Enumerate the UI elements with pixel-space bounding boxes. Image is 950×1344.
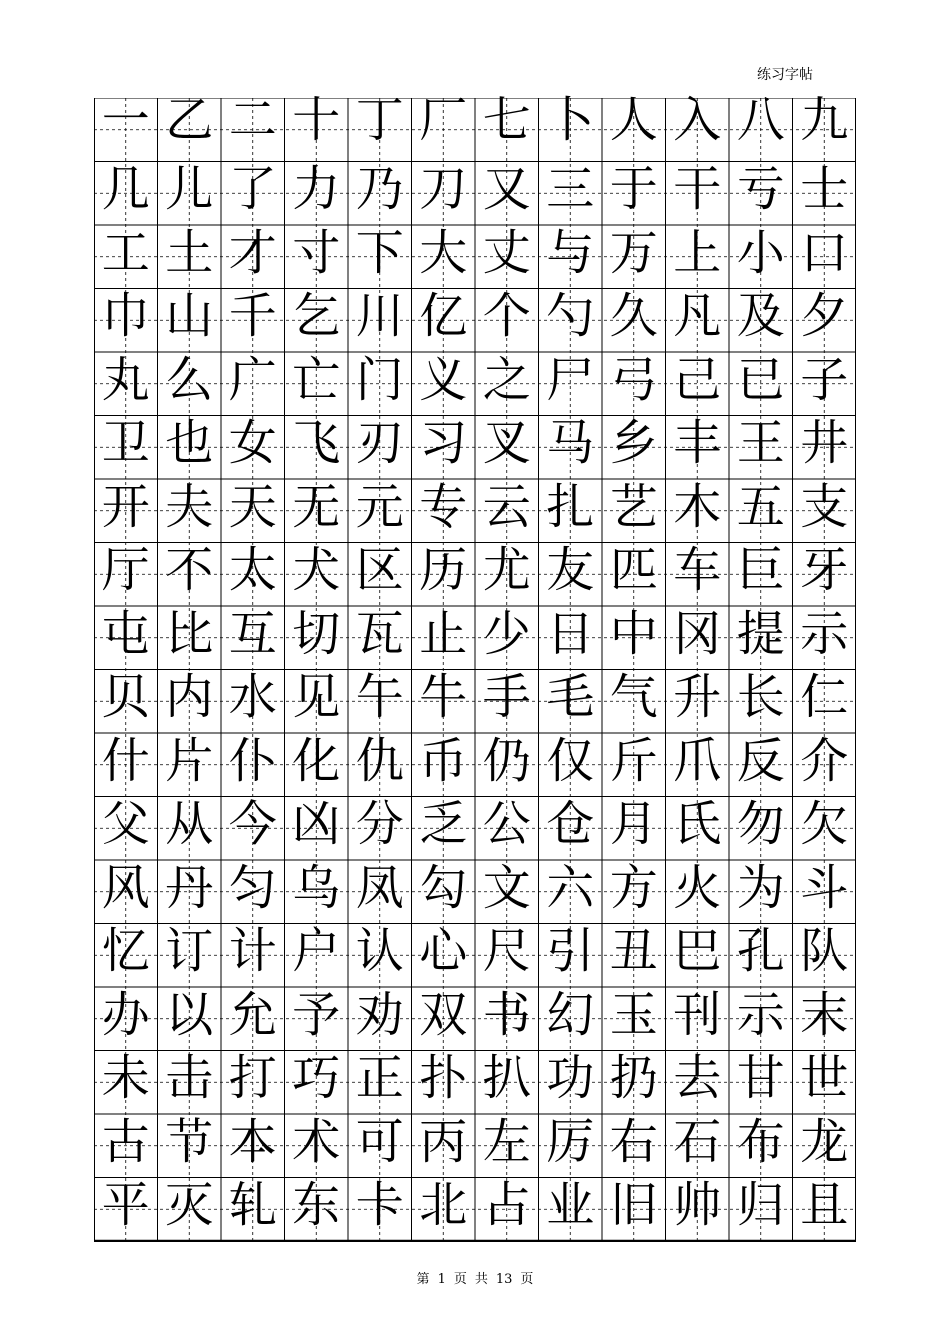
practice-character: 互 — [228, 605, 277, 662]
practice-character: 丰 — [673, 415, 722, 472]
practice-character: 北 — [419, 1177, 468, 1234]
practice-character: 且 — [800, 1177, 849, 1234]
practice-character: 本 — [228, 1113, 277, 1170]
practice-character: 扔 — [609, 1050, 658, 1107]
practice-character: 切 — [292, 605, 341, 662]
practice-character: 计 — [228, 923, 277, 980]
practice-character: 夕 — [800, 288, 849, 345]
practice-character: 与 — [546, 224, 595, 281]
footer-label-ye: 页 — [453, 1272, 467, 1287]
practice-character: 厉 — [546, 1113, 595, 1170]
footer-label-gong: 共 — [474, 1272, 488, 1287]
page-footer — [0, 1268, 950, 1287]
practice-character: 牛 — [419, 669, 468, 726]
practice-character: 升 — [673, 669, 722, 726]
practice-character: 马 — [546, 415, 595, 472]
practice-character: 币 — [419, 732, 468, 789]
practice-character: 刃 — [355, 415, 404, 472]
practice-character: 予 — [292, 986, 341, 1043]
practice-character: 尺 — [482, 923, 531, 980]
practice-grid — [94, 91, 856, 1242]
practice-character: 仆 — [228, 732, 277, 789]
practice-character: 勾 — [419, 859, 468, 916]
practice-character: 从 — [165, 796, 214, 853]
practice-character: 亿 — [419, 288, 468, 345]
practice-character: 凡 — [673, 288, 722, 345]
practice-character: 卫 — [101, 415, 150, 472]
practice-character: 不 — [165, 542, 214, 599]
practice-character: 丈 — [482, 224, 531, 281]
practice-character: 上 — [673, 224, 722, 281]
practice-character: 文 — [482, 859, 531, 916]
practice-character: 勿 — [736, 796, 785, 853]
practice-character: 少 — [482, 605, 531, 662]
practice-character: 占 — [482, 1177, 531, 1234]
practice-character: 十 — [292, 91, 341, 148]
practice-character: 天 — [228, 478, 277, 535]
practice-character: 卡 — [355, 1177, 404, 1234]
practice-character: 旧 — [609, 1177, 658, 1234]
practice-character: 仍 — [482, 732, 531, 789]
practice-character: 乡 — [609, 415, 658, 472]
practice-character: 毛 — [546, 669, 595, 726]
practice-character: 引 — [546, 923, 595, 980]
character-cells — [94, 91, 856, 1242]
practice-character: 斗 — [800, 859, 849, 916]
practice-character: 反 — [736, 732, 785, 789]
practice-character: 屯 — [101, 605, 150, 662]
practice-character: 左 — [482, 1113, 531, 1170]
practice-character: 匀 — [228, 859, 277, 916]
practice-character: 儿 — [165, 161, 214, 218]
practice-character: 已 — [736, 351, 785, 408]
practice-character: 小 — [736, 224, 785, 281]
practice-character: 去 — [673, 1050, 722, 1107]
practice-character: 右 — [609, 1113, 658, 1170]
practice-character: 广 — [228, 351, 277, 408]
practice-character: 于 — [609, 161, 658, 218]
practice-character: 欠 — [800, 796, 849, 853]
practice-character: 千 — [228, 288, 277, 345]
practice-character: 巧 — [292, 1050, 341, 1107]
practice-character: 双 — [419, 986, 468, 1043]
practice-character: 乙 — [165, 91, 214, 148]
practice-character: 父 — [101, 796, 150, 853]
practice-character: 女 — [228, 415, 277, 472]
practice-character: 巨 — [736, 542, 785, 599]
practice-character: 扒 — [482, 1050, 531, 1107]
practice-character: 飞 — [292, 415, 341, 472]
practice-character: 下 — [355, 224, 404, 281]
practice-character: 丹 — [165, 859, 214, 916]
practice-character: 五 — [736, 478, 785, 535]
practice-character: 月 — [609, 796, 658, 853]
practice-character: 厅 — [101, 542, 150, 599]
practice-character: 忆 — [101, 923, 150, 980]
practice-character: 中 — [609, 605, 658, 662]
practice-character: 三 — [546, 161, 595, 218]
practice-character: 巾 — [101, 288, 150, 345]
practice-character: 大 — [419, 224, 468, 281]
practice-character: 玉 — [609, 986, 658, 1043]
practice-character: 书 — [482, 986, 531, 1043]
practice-character: 刀 — [419, 161, 468, 218]
footer-label-di: 第 — [416, 1272, 430, 1287]
practice-character: 土 — [165, 224, 214, 281]
practice-character: 东 — [292, 1177, 341, 1234]
practice-character: 丁 — [355, 91, 404, 148]
practice-character: 分 — [355, 796, 404, 853]
practice-character: 石 — [673, 1113, 722, 1170]
practice-character: 甘 — [736, 1050, 785, 1107]
practice-character: 川 — [355, 288, 404, 345]
practice-character: 力 — [292, 161, 341, 218]
practice-character: 久 — [609, 288, 658, 345]
practice-character: 户 — [292, 923, 341, 980]
practice-character: 凤 — [355, 859, 404, 916]
practice-character: 丙 — [419, 1113, 468, 1170]
practice-character: 弓 — [609, 351, 658, 408]
practice-character: 比 — [165, 605, 214, 662]
practice-character: 七 — [482, 91, 531, 148]
practice-character: 六 — [546, 859, 595, 916]
practice-character: 为 — [736, 859, 785, 916]
practice-character: 专 — [419, 478, 468, 535]
practice-character: 匹 — [609, 542, 658, 599]
practice-character: 灭 — [165, 1177, 214, 1234]
practice-character: 幻 — [546, 986, 595, 1043]
practice-character: 友 — [546, 542, 595, 599]
practice-character: 也 — [165, 415, 214, 472]
practice-character: 元 — [355, 478, 404, 535]
practice-character: 及 — [736, 288, 785, 345]
practice-character: 乃 — [355, 161, 404, 218]
practice-character: 水 — [228, 669, 277, 726]
practice-character: 车 — [673, 542, 722, 599]
practice-character: 订 — [165, 923, 214, 980]
practice-character: 士 — [800, 161, 849, 218]
practice-character: 二 — [228, 91, 277, 148]
practice-character: 干 — [673, 161, 722, 218]
practice-character: 亏 — [736, 161, 785, 218]
practice-character: 示 — [800, 605, 849, 662]
practice-character: 瓦 — [355, 605, 404, 662]
practice-character: 勺 — [546, 288, 595, 345]
practice-character: 木 — [673, 478, 722, 535]
practice-character: 亡 — [292, 351, 341, 408]
practice-character: 个 — [482, 288, 531, 345]
practice-character: 午 — [355, 669, 404, 726]
practice-character: 开 — [101, 478, 150, 535]
practice-character: 巴 — [673, 923, 722, 980]
practice-character: 几 — [101, 161, 150, 218]
practice-character: 尤 — [482, 542, 531, 599]
practice-character: 气 — [609, 669, 658, 726]
practice-character: 世 — [800, 1050, 849, 1107]
practice-character: 义 — [419, 351, 468, 408]
practice-character: 口 — [800, 224, 849, 281]
practice-character: 己 — [673, 351, 722, 408]
practice-character: 轧 — [228, 1177, 277, 1234]
practice-character: 区 — [355, 542, 404, 599]
practice-character: 火 — [673, 859, 722, 916]
practice-character: 可 — [355, 1113, 404, 1170]
practice-character: 龙 — [800, 1113, 849, 1170]
practice-character: 正 — [355, 1050, 404, 1107]
practice-character: 乏 — [419, 796, 468, 853]
practice-character: 节 — [165, 1113, 214, 1170]
practice-character: 化 — [292, 732, 341, 789]
practice-character: 方 — [609, 859, 658, 916]
practice-character: 平 — [101, 1177, 150, 1234]
practice-character: 乞 — [292, 288, 341, 345]
practice-character: 凶 — [292, 796, 341, 853]
practice-character: 山 — [165, 288, 214, 345]
practice-character: 打 — [228, 1050, 277, 1107]
practice-character: 术 — [292, 1113, 341, 1170]
practice-character: 一 — [101, 91, 150, 148]
practice-character: 工 — [101, 224, 150, 281]
practice-character: 又 — [482, 161, 531, 218]
practice-character: 井 — [800, 415, 849, 472]
practice-character: 么 — [165, 351, 214, 408]
practice-character: 冈 — [673, 605, 722, 662]
practice-character: 之 — [482, 351, 531, 408]
page-header-title: 练习字帖 — [757, 67, 813, 83]
practice-character: 门 — [355, 351, 404, 408]
practice-character: 八 — [736, 91, 785, 148]
practice-character: 九 — [800, 91, 849, 148]
practice-character: 内 — [165, 669, 214, 726]
practice-character: 厂 — [419, 91, 468, 148]
practice-character: 尸 — [546, 351, 595, 408]
practice-character: 介 — [800, 732, 849, 789]
practice-character: 艺 — [609, 478, 658, 535]
practice-character: 卜 — [546, 91, 595, 148]
practice-character: 丸 — [101, 351, 150, 408]
practice-character: 未 — [101, 1050, 150, 1107]
practice-character: 孔 — [736, 923, 785, 980]
practice-character: 心 — [419, 923, 468, 980]
practice-character: 手 — [482, 669, 531, 726]
practice-character: 公 — [482, 796, 531, 853]
practice-character: 仁 — [800, 669, 849, 726]
practice-character: 允 — [228, 986, 277, 1043]
practice-character: 仅 — [546, 732, 595, 789]
practice-character: 无 — [292, 478, 341, 535]
practice-character: 止 — [419, 605, 468, 662]
practice-character: 日 — [546, 605, 595, 662]
practice-character: 片 — [165, 732, 214, 789]
practice-character: 氏 — [673, 796, 722, 853]
practice-character: 队 — [800, 923, 849, 980]
practice-character: 认 — [355, 923, 404, 980]
footer-label-ye-2: 页 — [520, 1272, 534, 1287]
practice-character: 习 — [419, 415, 468, 472]
practice-character: 扑 — [419, 1050, 468, 1107]
practice-character: 长 — [736, 669, 785, 726]
practice-character: 王 — [736, 415, 785, 472]
practice-character: 扎 — [546, 478, 595, 535]
practice-character: 末 — [800, 986, 849, 1043]
practice-character: 夫 — [165, 478, 214, 535]
practice-character: 牙 — [800, 542, 849, 599]
practice-character: 布 — [736, 1113, 785, 1170]
practice-character: 示 — [736, 986, 785, 1043]
practice-character: 今 — [228, 796, 277, 853]
practice-character: 历 — [419, 542, 468, 599]
practice-character: 云 — [482, 478, 531, 535]
practice-character: 子 — [800, 351, 849, 408]
practice-character: 丑 — [609, 923, 658, 980]
practice-character: 人 — [609, 91, 658, 148]
practice-character: 击 — [165, 1050, 214, 1107]
practice-character: 功 — [546, 1050, 595, 1107]
practice-character: 以 — [165, 986, 214, 1043]
practice-character: 仓 — [546, 796, 595, 853]
practice-character: 太 — [228, 542, 277, 599]
practice-character: 叉 — [482, 415, 531, 472]
practice-character: 归 — [736, 1177, 785, 1234]
practice-character: 入 — [673, 91, 722, 148]
practice-character: 劝 — [355, 986, 404, 1043]
practice-character: 寸 — [292, 224, 341, 281]
practice-character: 万 — [609, 224, 658, 281]
practice-character: 犬 — [292, 542, 341, 599]
footer-page-number: 1 — [437, 1272, 446, 1287]
practice-character: 办 — [101, 986, 150, 1043]
practice-character: 爪 — [673, 732, 722, 789]
practice-character: 风 — [101, 859, 150, 916]
practice-character: 了 — [228, 161, 277, 218]
footer-total-pages: 13 — [495, 1272, 513, 1287]
practice-character: 古 — [101, 1113, 150, 1170]
practice-character: 帅 — [673, 1177, 722, 1234]
practice-character: 才 — [228, 224, 277, 281]
practice-character: 斤 — [609, 732, 658, 789]
practice-character: 贝 — [101, 669, 150, 726]
practice-character: 提 — [736, 605, 785, 662]
practice-character: 乌 — [292, 859, 341, 916]
practice-character: 什 — [101, 732, 150, 789]
practice-character: 刊 — [673, 986, 722, 1043]
practice-character: 见 — [292, 669, 341, 726]
practice-character: 仇 — [355, 732, 404, 789]
practice-character: 支 — [800, 478, 849, 535]
practice-character: 业 — [546, 1177, 595, 1234]
